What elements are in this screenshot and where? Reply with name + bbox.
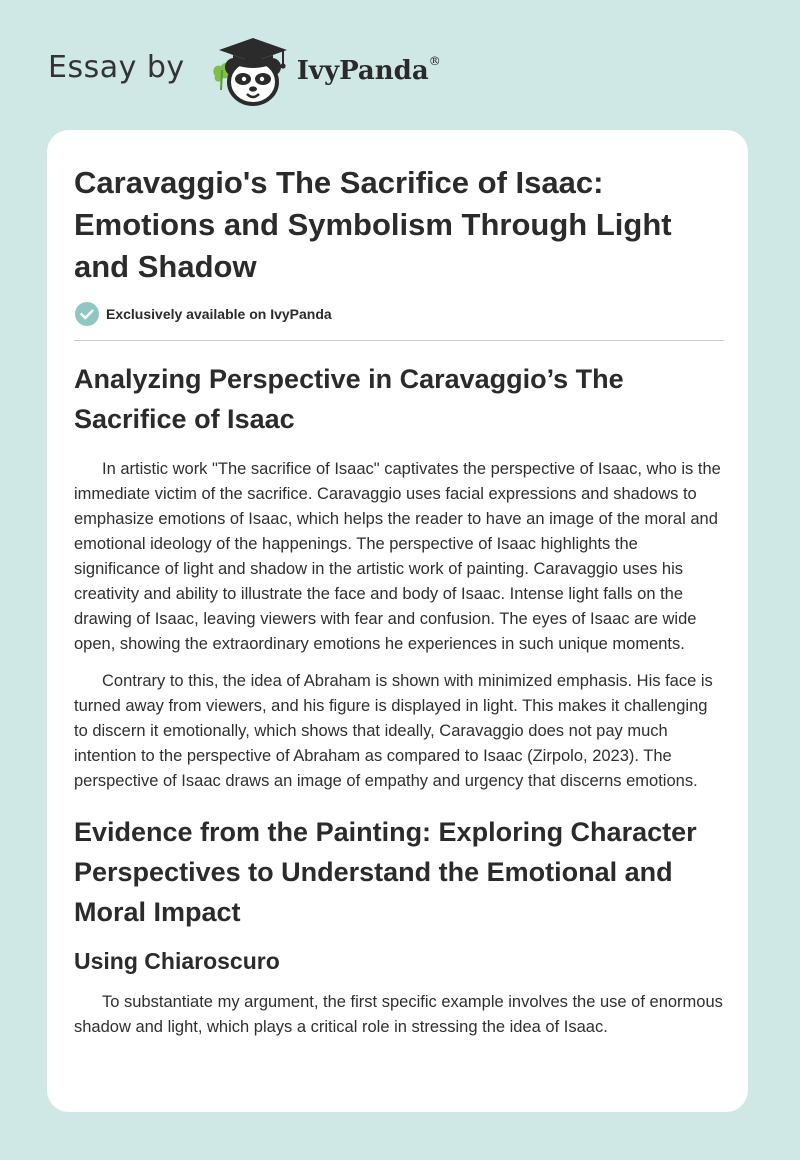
registered-mark: ® — [428, 54, 441, 68]
title-divider — [74, 340, 724, 341]
exclusive-badge-text: Exclusively available on IvyPanda — [106, 306, 332, 322]
brand-name: IvyPanda® — [296, 54, 441, 86]
site-brand[interactable] — [48, 30, 441, 110]
subsection-heading-chiaroscuro: Using Chiaroscuro — [74, 948, 280, 974]
essay-title: Caravaggio's The Sacrifice of Isaac: Emotions and Symbolism Through Light and Shadow — [74, 165, 672, 284]
essay-content — [74, 162, 724, 1040]
panda-graduate-icon — [201, 30, 293, 110]
brand-prefix: Essay by — [48, 49, 185, 85]
paragraph-2: Contrary to this, the idea of Abraham is shown with minimized emphasis. His face is turned away from viewers, and his figure is displayed in light. This makes it challenging to discern it emotionally, which shows that ideally, Caravaggio does not pay much intention to the perspective of Abraham as compared to Isaac (Zirpolo, 2023). The perspective of Isaac draws an image of empathy and urgency that discerns emotions. — [74, 672, 713, 790]
check-circle-icon — [74, 301, 100, 327]
section-heading-evidence: Evidence from the Painting: Exploring Character Perspectives to Understand the Emotional and Moral Impact — [74, 817, 697, 927]
paragraph-3: To substantiate my argument, the first specific example involves the use of enormous shadow and light, which plays a critical role in stressing the idea of Isaac. — [74, 993, 723, 1036]
exclusive-badge — [74, 300, 724, 328]
paragraph-1: In artistic work "The sacrifice of Isaac" captivates the perspective of Isaac, who is the immediate victim of the sacrifice. Caravaggio uses facial expressions and shadows to emphasize emotions of Isaac, which helps the reader to have an image of the moral and emotional ideology of the happenings. The perspective of Isaac highlights the significance of light and shadow in the artistic work of painting. Caravaggio uses his creativity and ability to illustrate the face and body of Isaac. Intense light falls on the drawing of Isaac, leaving viewers with fear and confusion. The eyes of Isaac are wide open, showing the extraordinary emotions he experiences in such unique moments. — [74, 460, 721, 653]
section-heading-perspective: Analyzing Perspective in Caravaggio’s The Sacrifice of Isaac — [74, 364, 624, 434]
essay-card — [47, 130, 748, 1112]
